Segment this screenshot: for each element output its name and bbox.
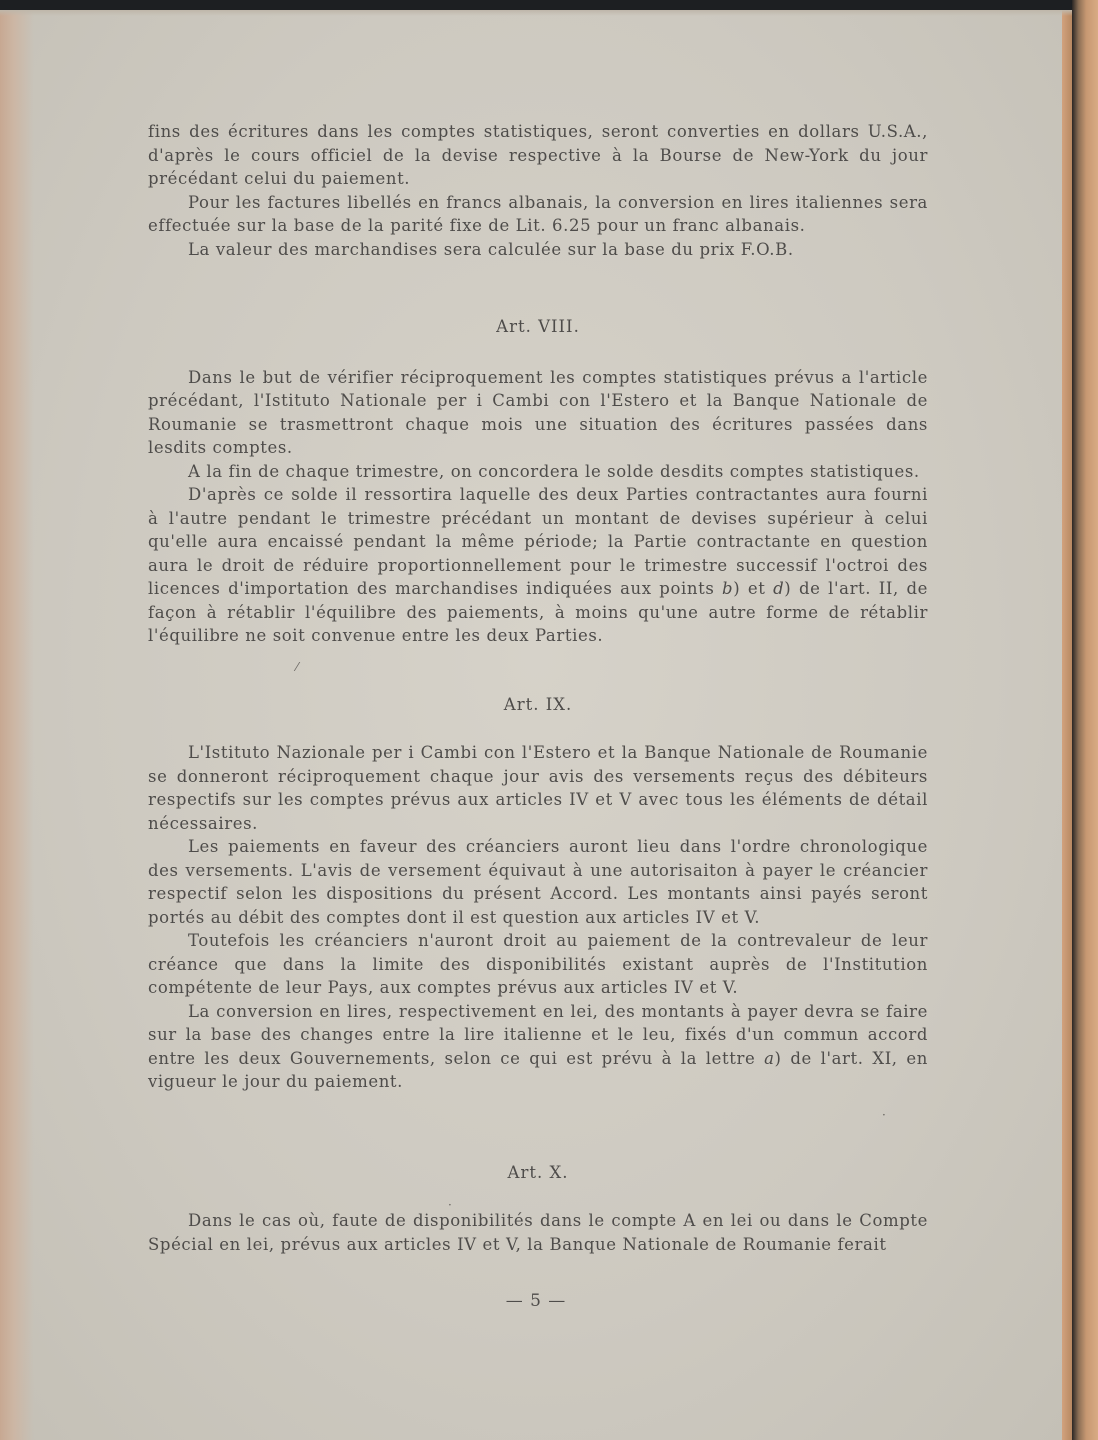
document-page [0,10,1072,1440]
page-shadow-left [0,10,34,1440]
page-shadow-top [0,10,1072,16]
paragraph: Dans le cas où, faute de disponibilités dans le compte A en lei ou dans le Compte Spécial en lei, prévus aux articles IV et V, la Banque Nationale de Roumanie ferait [148,1211,928,1254]
article-heading: Art. VIII. [496,317,580,336]
point-letter: b [722,579,734,598]
paragraph-text: ) et [733,579,766,598]
paragraph: Pour les factures libellés en francs albanais, la conversion en lires italiennes sera effectuée sur la base de la parité fixe de Lit. 6.25 pour un franc albanais. [148,192,928,235]
paragraph: Les paiements en faveur des créanciers auront lieu dans l'ordre chronologique des versements. L'avis de versement équivaut à une autorisaiton à payer le créancier respectif selon les dispositions du présent Accord. Les montants ainsi payés seront portés au débit des comptes dont il est question aux articles IV et V. [148,837,928,927]
paragraph [148,483,928,648]
ink-mark: · [448,1198,452,1212]
paragraph: fins des écritures dans les comptes statistiques, seront converties en dollars U.S.A., d'après le cours officiel de la devise respective à la Bourse de New-York du jour précédant celui du paiement. [148,122,928,188]
paragraph: L'Istituto Nazionale per i Cambi con l'Estero et la Banque Nationale de Roumanie se donneront réciproquement chaque jour avis des versements reçus des débiteurs respectifs sur les comptes prévus aux articles IV et V avec tous les éléments de détail nécessaires. [148,743,928,833]
paragraph: A la fin de chaque trimestre, on concordera le solde desdits comptes statistiques. [188,461,920,481]
paragraph [148,1000,928,1094]
point-letter: d [773,579,785,598]
ink-mark: · [882,1108,886,1122]
paragraph-text: La conversion en lires, respectivement en lei, des montants à payer devra se faire sur la base des changes entre la lire italienne et le leu, fixés d'un commun accord entre les deux Gouvernements, selon ce qui est prévu à la lettre [148,1001,928,1068]
paragraph-text: ) de l'art. XI, en vigueur le jour du paiement. [148,1048,928,1091]
paragraph: Toutefois les créanciers n'auront droit au paiement de la contrevaleur de leur créance que dans la limite des disponibilités existant auprès de l'Institution compétente de leur Pays, aux comptes prévus aux articles IV et V. [148,931,928,997]
book-edge [1072,0,1098,1440]
paragraph-text: ) de l'art. II, de façon à rétablir l'équilibre des paiements, à moins qu'une autre forme de rétablir l'équilibre ne soit convenue entre les deux Parties. [148,579,928,645]
paragraph: La valeur des marchandises sera calculée sur la base du prix F.O.B. [188,239,794,259]
paragraph: Dans le but de vérifier réciproquement les comptes statistiques prévus a l'article précédant, l'Istituto Nationale per i Cambi con l'Estero et la Banque Nationale de Roumanie se trasmettront chaque mois une situation des écritures passées dans lesdits comptes. [148,367,928,457]
ink-mark: ⁄ [296,660,299,674]
paragraph-text: D'après ce solde il ressortira laquelle des deux Parties contractantes aura fourni à l'autre pendant le trimestre précédant un montant de devises supérieur à celui qu'elle aura encaissé pendant la même période; la Partie contractante en question aura le droit de réduire proportionnellement pour le trimestre successif l'octroi des licences d'importation des marchandises indiquées aux points [148,485,928,598]
article-heading: Art. X. [507,1162,569,1182]
article-heading: Art. IX. [503,694,573,714]
page-number: — 5 — [505,1291,567,1311]
page-content [148,120,928,1256]
point-letter: a [764,1048,775,1068]
page-shadow-right [1062,10,1072,1440]
